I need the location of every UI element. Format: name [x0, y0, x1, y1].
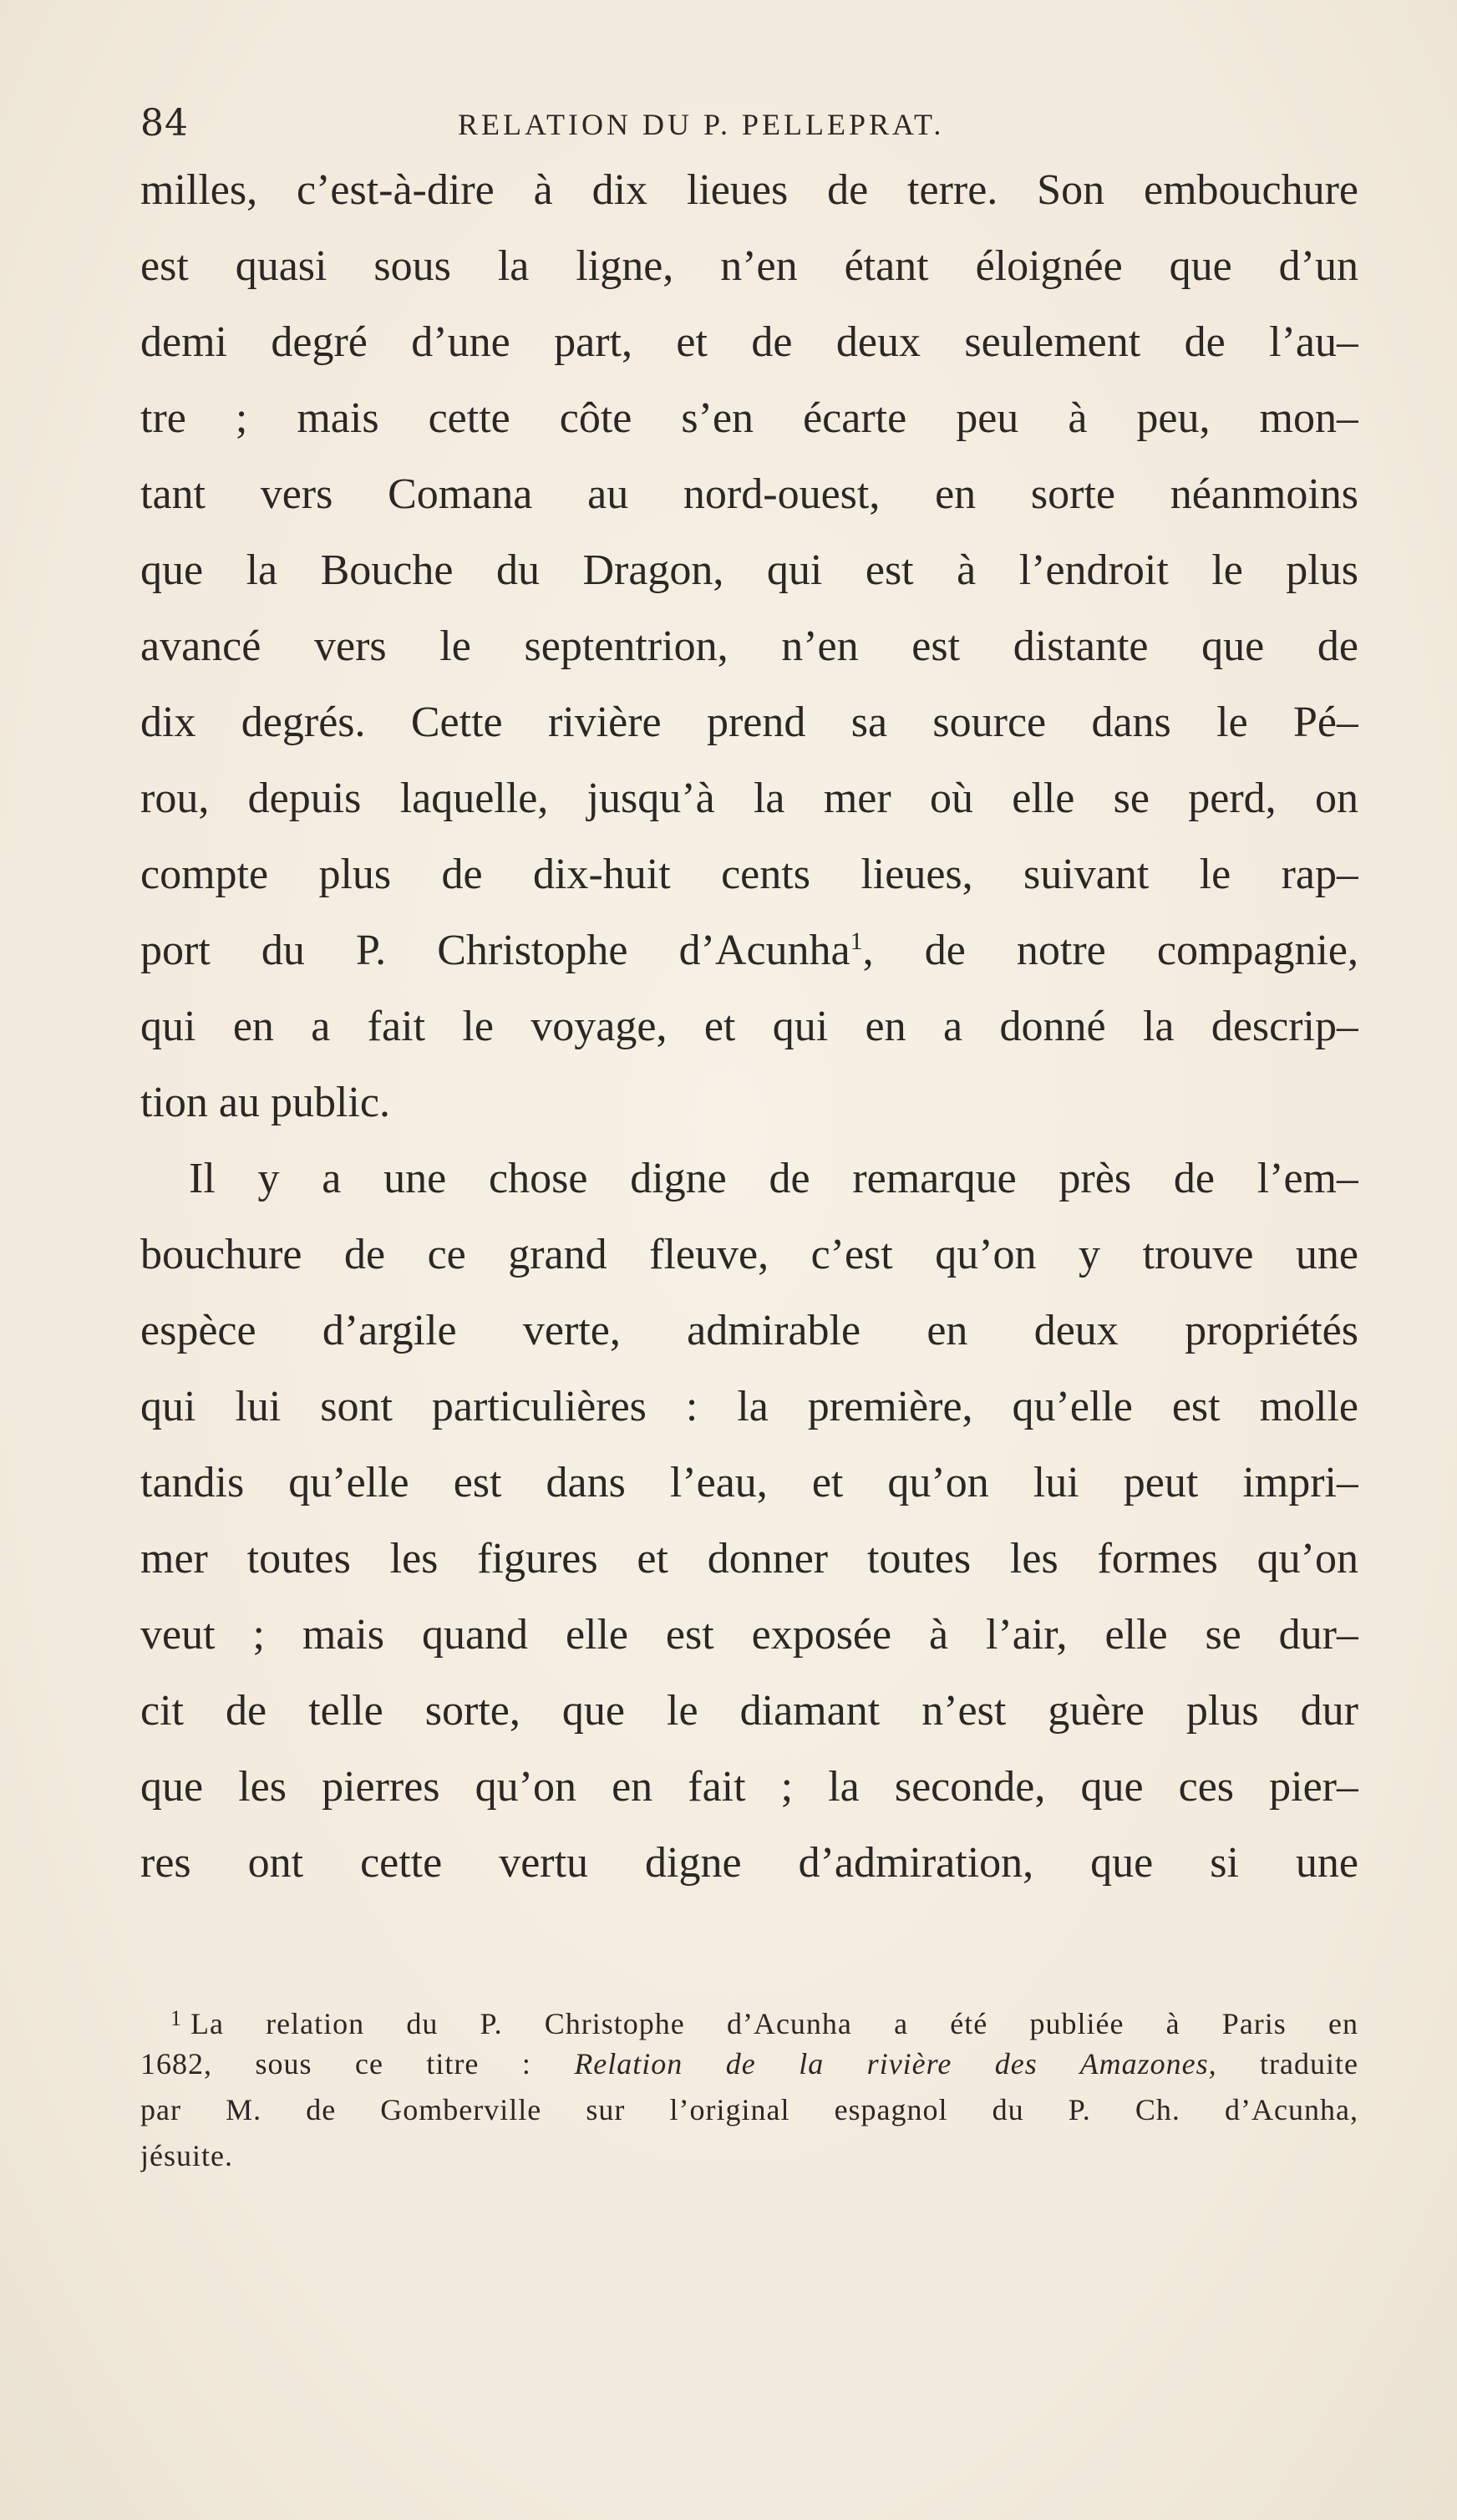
text-line: compte plus de dix-huit cents lieues, suivant le rap–: [140, 851, 1358, 898]
text-line: est quasi sous la ligne, n’en étant éloignée que d’un: [140, 242, 1358, 290]
text-line: qui lui sont particulières : la première, qu’elle est molle: [140, 1383, 1358, 1430]
text-line: Il y a une chose digne de remarque près de l’em–: [189, 1155, 1358, 1202]
footnote-line: jésuite.: [140, 2139, 233, 2172]
footnote-book-title: Relation de la rivière des Amazones,: [574, 2047, 1217, 2081]
page-header: [140, 102, 1360, 152]
footnote-text: La relation du P. Christophe d’Acunha a été publiée à Paris en: [190, 2007, 1358, 2040]
footnote-text: traduite: [1216, 2047, 1358, 2081]
footnote-line: [140, 2041, 1358, 2087]
text-line: veut ; mais quand elle est exposée à l’air, elle se dur–: [140, 1611, 1358, 1659]
running-title: RELATION DU P. PELLEPRAT.: [458, 108, 945, 141]
text-line: que les pierres qu’on en fait ; la seconde, que ces pier–: [140, 1763, 1358, 1811]
text-line: que la Bouche du Dragon, qui est à l’endroit le plus: [140, 546, 1358, 594]
text-line: rou, depuis laquelle, jusqu’à la mer où elle se perd, on: [140, 775, 1358, 822]
footnote-line: par M. de Gomberville sur l’original espagnol du P. Ch. d’Acunha,: [140, 2093, 1358, 2126]
text-line: tion au public.: [140, 1079, 390, 1126]
footnote-reference[interactable]: 1: [850, 927, 863, 955]
text-line: tandis qu’elle est dans l’eau, et qu’on lui peut impri–: [140, 1459, 1358, 1506]
footnote-line: [140, 1995, 1358, 2041]
main-text: [140, 152, 1358, 1901]
text-line: mer toutes les figures et donner toutes les formes qu’on: [140, 1535, 1358, 1583]
text-line: qui en a fait le voyage, et qui en a donné la descrip–: [140, 1003, 1358, 1050]
footnote-marker: 1: [170, 2006, 182, 2030]
text-line: tre ; mais cette côte s’en écarte peu à peu, mon–: [140, 394, 1358, 442]
text-line: bouchure de ce grand fleuve, c’est qu’on y trouve une: [140, 1231, 1358, 1278]
text-line: tant vers Comana au nord-ouest, en sorte néanmoins: [140, 470, 1358, 518]
text-line: cit de telle sorte, que le diamant n’est guère plus dur: [140, 1687, 1358, 1735]
page-number: 84: [140, 102, 189, 145]
footnote: [140, 1995, 1358, 2179]
footnote-text: 1682, sous ce titre :: [140, 2047, 575, 2081]
text-segment: port du P. Christophe d’Acunha: [140, 927, 850, 974]
text-line: demi degré d’une part, et de deux seulement de l’au–: [140, 318, 1358, 366]
text-line-with-footnote: [140, 912, 1358, 988]
text-line: avancé vers le septentrion, n’en est distante que de: [140, 622, 1358, 670]
text-line: dix degrés. Cette rivière prend sa source dans le Pé–: [140, 699, 1358, 746]
text-segment: , de notre compagnie,: [862, 927, 1358, 974]
text-line: milles, c’est-à-dire à dix lieues de terre. Son embouchure: [140, 166, 1358, 214]
text-line: res ont cette vertu digne d’admiration, que si une: [140, 1839, 1358, 1887]
text-line: espèce d’argile verte, admirable en deux propriétés: [140, 1307, 1358, 1354]
